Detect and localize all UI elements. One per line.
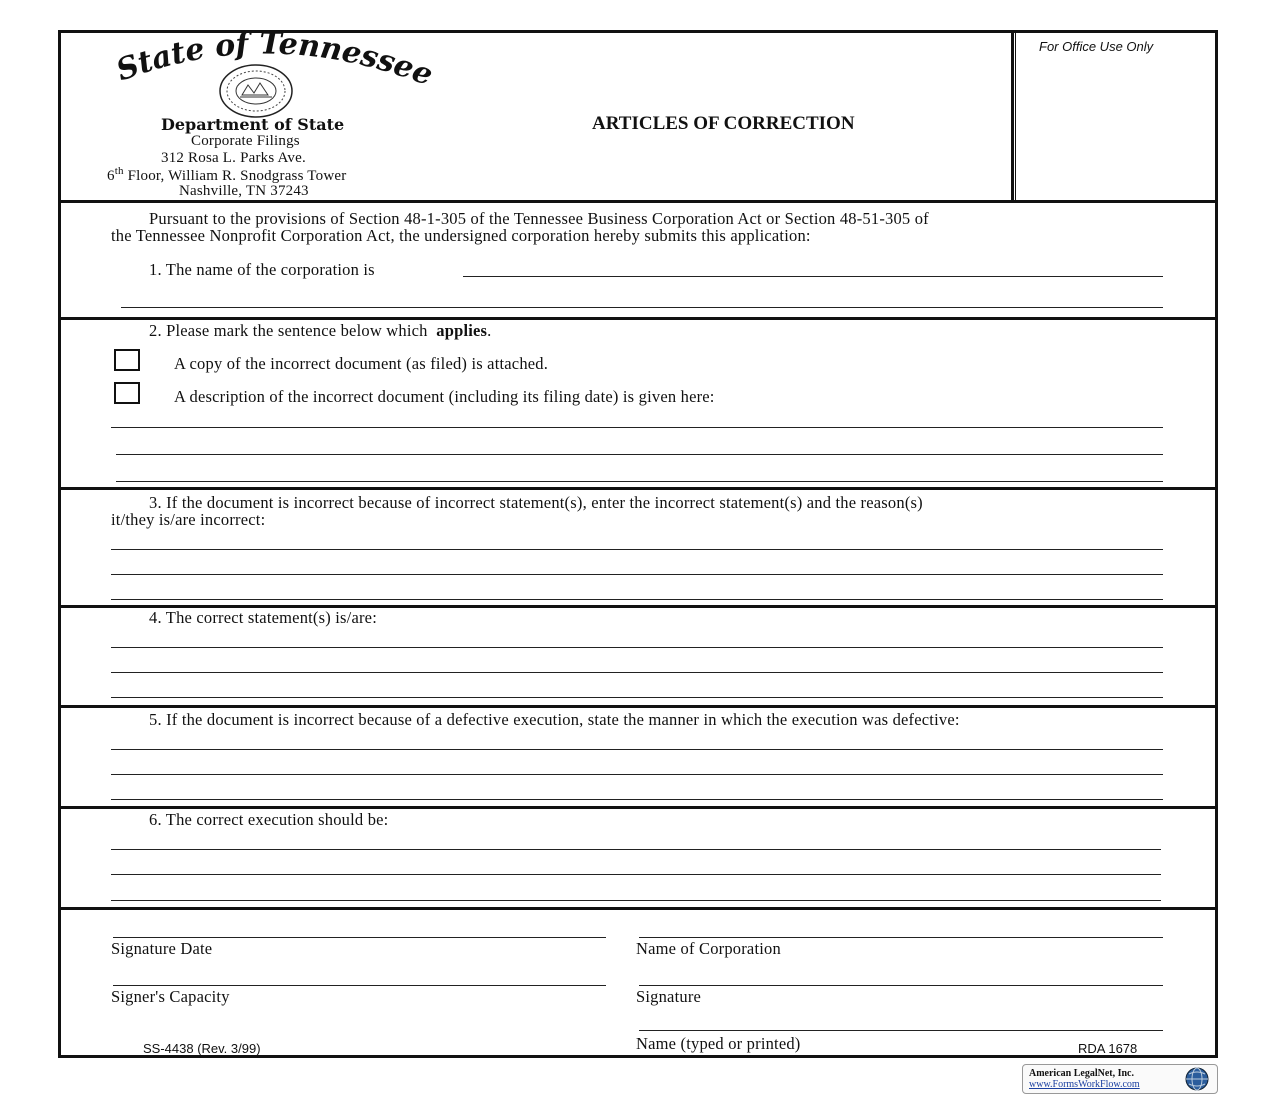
name-typed-field[interactable] <box>639 1030 1163 1031</box>
signers-capacity-field[interactable] <box>113 985 606 986</box>
correct-execution-line1[interactable] <box>111 849 1161 850</box>
rda-number: RDA 1678 <box>1078 1041 1138 1056</box>
floor-line <box>107 165 346 185</box>
publisher-badge[interactable] <box>1022 1064 1218 1094</box>
signature-date-field[interactable] <box>113 937 606 938</box>
item1-label: 1. The name of the corporation is <box>149 260 375 279</box>
city-line: Nashville, TN 37243 <box>179 183 309 199</box>
item3-line-1: 3. If the document is incorrect because of incorrect statement(s), enter the incorrect statement(s) and the reason(s) <box>149 493 923 512</box>
intro-line-2: the Tennessee Nonprofit Corporation Act, the undersigned corporation hereby submits this application: <box>111 226 811 245</box>
signature-date-label: Signature Date <box>111 939 213 958</box>
publisher-name: American LegalNet, Inc. <box>1029 1068 1134 1079</box>
floor-number: 6 <box>107 168 115 184</box>
globe-icon <box>1183 1066 1211 1097</box>
description-field-line3[interactable] <box>116 481 1163 482</box>
incorrect-statements-line1[interactable] <box>111 549 1163 550</box>
incorrect-statements-line3[interactable] <box>111 599 1163 600</box>
form-title: ARTICLES OF CORRECTION <box>592 113 855 134</box>
description-given-checkbox[interactable] <box>114 382 140 404</box>
publisher-website[interactable]: www.FormsWorkFlow.com <box>1029 1079 1140 1090</box>
name-typed-label: Name (typed or printed) <box>636 1034 801 1053</box>
divider-6 <box>61 907 1215 910</box>
item2-label-end: . <box>487 321 492 340</box>
item2-label <box>149 321 492 341</box>
correct-execution-line3[interactable] <box>111 900 1161 901</box>
defective-execution-line2[interactable] <box>111 774 1163 775</box>
corporation-name-sign-field[interactable] <box>639 937 1163 938</box>
corporation-name-field-line2[interactable] <box>121 307 1163 308</box>
description-field-line1[interactable] <box>111 427 1163 428</box>
defective-execution-line3[interactable] <box>111 799 1163 800</box>
svg-text:State of Tennessee: State of Tennessee <box>111 33 438 94</box>
item3-line-2: it/they is/are incorrect: <box>111 510 266 529</box>
description-field-line2[interactable] <box>116 454 1163 455</box>
divider-1 <box>61 317 1215 320</box>
defective-execution-line1[interactable] <box>111 749 1163 750</box>
correct-statements-line2[interactable] <box>111 672 1163 673</box>
office-use-label: For Office Use Only <box>1039 39 1154 54</box>
divider-header <box>61 200 1215 203</box>
floor-suffix: th <box>114 165 124 177</box>
incorrect-statements-line2[interactable] <box>111 574 1163 575</box>
address-line: 312 Rosa L. Parks Ave. <box>161 150 306 166</box>
form-frame <box>58 30 1218 1058</box>
office-divider-inner <box>1015 33 1016 201</box>
intro-line-1: Pursuant to the provisions of Section 48-1-305 of the Tennessee Business Corporation Act or Section 48-51-305 of <box>149 209 929 228</box>
item2-label-bold: applies <box>436 321 488 340</box>
office-divider <box>1011 33 1014 201</box>
divider-4 <box>61 705 1215 708</box>
item2-label-text: 2. Please mark the sentence below which <box>149 321 428 340</box>
divider-2 <box>61 487 1215 490</box>
option-description-given: A description of the incorrect document (including its filing date) is given here: <box>174 387 715 406</box>
correct-statements-line1[interactable] <box>111 647 1163 648</box>
department-name: Department of State <box>161 115 345 134</box>
name-of-corporation-label: Name of Corporation <box>636 939 781 958</box>
signers-capacity-label: Signer's Capacity <box>111 987 230 1006</box>
form-number: SS-4438 (Rev. 3/99) <box>143 1041 261 1056</box>
correct-execution-line2[interactable] <box>111 874 1161 875</box>
item5-label: 5. If the document is incorrect because of a defective execution, state the manner in which the execution was defective: <box>149 710 960 729</box>
divider-5 <box>61 806 1215 809</box>
signature-label: Signature <box>636 987 702 1006</box>
division-name: Corporate Filings <box>191 133 300 149</box>
copy-attached-checkbox[interactable] <box>114 349 140 371</box>
correct-statements-line3[interactable] <box>111 697 1163 698</box>
item6-label: 6. The correct execution should be: <box>149 810 389 829</box>
floor-text: Floor, William R. Snodgrass Tower <box>123 168 347 184</box>
corporation-name-field[interactable] <box>463 276 1163 277</box>
item4-label: 4. The correct statement(s) is/are: <box>149 608 377 627</box>
option-copy-attached: A copy of the incorrect document (as filed) is attached. <box>174 354 549 373</box>
signature-field[interactable] <box>639 985 1163 986</box>
